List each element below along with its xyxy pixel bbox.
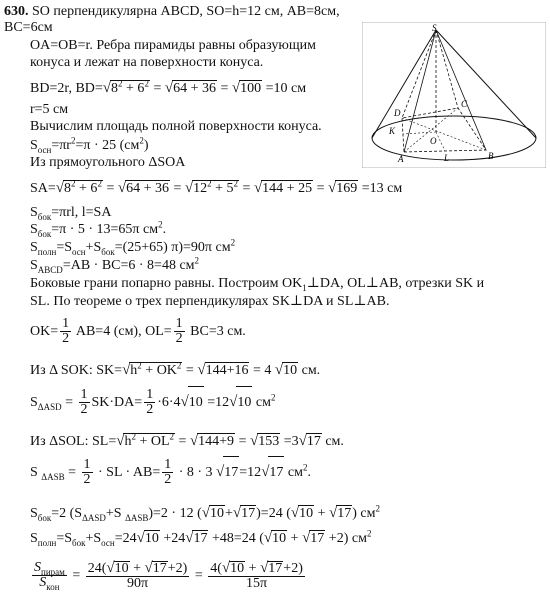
segment-ok [403, 132, 436, 134]
sa-formula: $SA=√8^2 + 6^2 = √64 + 36 = √12^2 + 5^2 = √144 + 25 = √169 =13$ см [30, 178, 403, 196]
s-base-formula: $S_{осн}=\pi r^2=\pi \cdot 25$ $(см^2)$ [30, 135, 149, 155]
problem-statement-line1 [4, 4, 340, 20]
problem-text: SO перпендикулярна ABCD, SO=h=12 см, AB=8см, [32, 4, 340, 19]
ratio-formula: $\frac{S_{пирам}}{S_{кон}}$ = $\frac{24(√10 + √17+2)}{90\pi}$ = $\frac{4(√10 + √17+2)}{15\pi}$ [34, 559, 303, 593]
label-b: B [488, 151, 494, 161]
bd-formula: BD=2r, $BD=√8^2 + 6^2 = √64 + 36 = √100 =10$ см [30, 78, 307, 96]
ratio-left: $\frac{S_{пирам}}{S_{кон}}$ [34, 560, 65, 593]
label-d: D [394, 108, 401, 118]
cone-base-ellipse [372, 116, 536, 160]
label-a: A [398, 154, 404, 164]
s-total-pyramid: $S_{полн}=S_{бок}+S_{осн}=24√10 +24√17 +48=24$ (√10 + √17 +2) $см^2$ [30, 528, 372, 548]
area-note: Вычислим площадь полной поверхности конуса. [30, 119, 322, 134]
problem-number: 630. [4, 4, 29, 19]
edge-sa [404, 30, 436, 152]
cone-generatrix-left [372, 30, 436, 138]
label-l: L [444, 153, 450, 163]
problem-statement-line4: конуса и лежат на поверхности конуса. [30, 55, 264, 70]
faces-text-2: SL. По теореме о трех перпендикулярах SK⊥DA и SL⊥AB. [30, 294, 390, 309]
ratio-middle: $\frac{24(√10 + √17+2)}{90\pi}$ [87, 559, 188, 591]
s-asb-formula: S $_{\Delta ASB}$ = $\frac{1}{2}$ · SL · AB= $\frac{1}{2}$ · 8 · 3 √17=12√17 $см^2$. [30, 457, 311, 488]
cone-pyramid-figure [362, 22, 546, 168]
diagonal-bd [402, 118, 486, 150]
s-abcd: $S_{ABCD}=AB \cdot BC=6 \cdot 8=48$ $см^2$ [30, 255, 200, 275]
segment-ol [436, 132, 445, 151]
ratio-right: $\frac{4(√10 + √17+2)}{15\pi}$ [210, 559, 303, 591]
edge-sd [402, 30, 436, 118]
sl-formula: Из ΔSOL: $SL=√h^2 + OL^2 = √144+9 = √153 =3√17$ см. [30, 431, 344, 449]
s-lateral-formula: $S_{бок}=\pi rl$, l=SA [30, 205, 112, 222]
label-k: K [389, 126, 396, 136]
problem-statement-line3: OA=OB=r. Ребра пирамиды равны образующим [30, 38, 316, 53]
label-c: C [461, 99, 468, 109]
s-lateral-value: $S_{бок}=\pi \cdot 5 \cdot 13=65\pi$ $см^2$. [30, 219, 167, 239]
problem-statement-line2: BC=6см [4, 20, 53, 35]
edge-sb [436, 30, 486, 150]
label-s: S [432, 23, 437, 33]
label-o: O [430, 136, 437, 146]
faces-text-1: Боковые грани попарно равны. Построим $OK_1\perp DA$, OL⊥AB, отрезки SK и [30, 276, 485, 293]
radius-value: r=5 см [30, 102, 69, 117]
s-asd-formula: $S_{\Delta ASD}$ = $\frac{1}{2}$ SK·DA= $\frac{1}{2}$ ·6·4√10 =12√10 $см^2$ [30, 387, 276, 418]
sk-formula: Из Δ SOK: $SK=√h^2 + OK^2 = √144+16 = 4$ √10 см. [30, 360, 321, 378]
s-lateral-pyramid: $S_{бок}=2$ ($S_{\Delta ASD}+S$ $_{\Delta ASB}$)=2 · 12 (√10+√17)=24 (√10 + √17) $см^2$ [30, 503, 380, 523]
ok-ol-formula: OK= $\frac{1}{2}$ AB=4 (см), OL= $\frac{1}{2}$ BC=3 см. [30, 316, 246, 347]
triangle-note: Из прямоугольного ΔSOA [30, 155, 186, 170]
s-total-cone: $S_{полн}=S_{осн}+S_{бок}=(25+65)$ π)=90π $см^2$ [30, 237, 236, 257]
